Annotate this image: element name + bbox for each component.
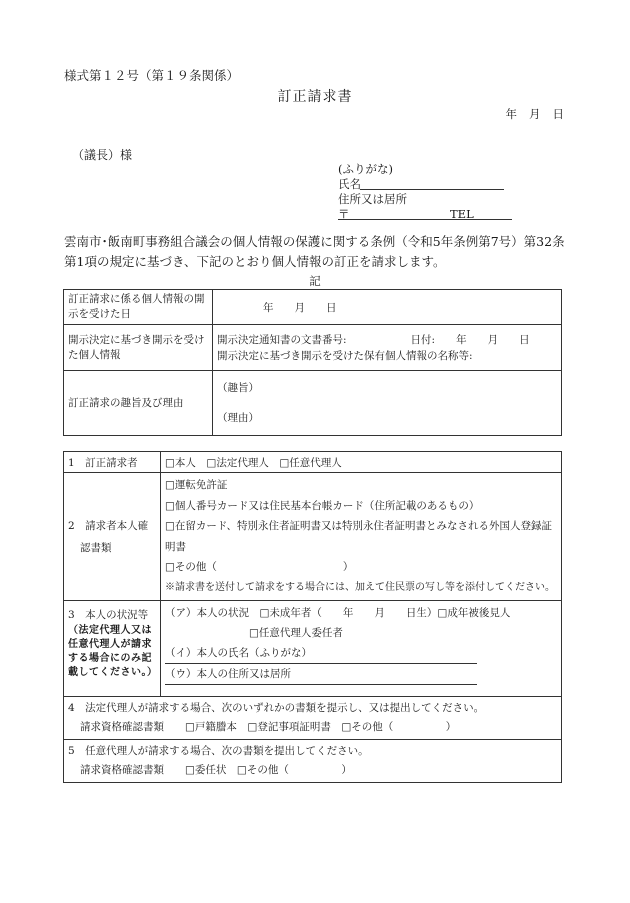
ki-heading: 記 [309, 274, 321, 288]
table-row [64, 697, 562, 740]
name-field[interactable] [360, 177, 504, 190]
disclosed-info-field[interactable] [213, 325, 562, 371]
voluntary-agent-docs[interactable]: 5 任意代理人が請求する場合、次の書類を提出してください。 請求資格確認書類 □委任状 □その他（ ） [64, 740, 562, 783]
page-title: 訂正請求書 [277, 89, 353, 105]
table-row [64, 371, 562, 436]
correction-reason-field[interactable] [213, 371, 562, 436]
addressee: （議長）様 [72, 148, 133, 162]
request-date [494, 106, 565, 122]
requester-options[interactable]: □本人 □法定代理人 □任意代理人 [161, 452, 562, 473]
table-row [64, 290, 562, 325]
date-day-label: 日 [552, 107, 564, 121]
furigana-row [338, 162, 407, 177]
option-residence-card[interactable]: □在留カード、特別永住者証明書又は特別永住者証明書とみなされる外国人登録証明書 [165, 520, 552, 553]
statement-line-2: 第1項の規定に基づき、下記のとおり個人情報の訂正を請求します。 [64, 254, 446, 269]
correction-reason-label: 訂正請求の趣旨及び理由 [64, 371, 213, 436]
person-status-label: 3 本人の状況等 （法定代理人又は任意代理人が請求する場合にのみ記載してください。） [64, 601, 161, 697]
table-row [64, 452, 562, 473]
status-option-delegate[interactable]: □任意代理人委任者 [249, 627, 343, 639]
reason-label: （理由） [217, 412, 259, 424]
date-month-label: 月 [529, 107, 541, 121]
id-document-options[interactable] [161, 473, 562, 601]
status-options[interactable]: （ア）本人の状況 □未成年者（ 年 月 日生）□成年被後見人 [165, 607, 511, 619]
address-field[interactable] [338, 207, 512, 220]
legal-agent-docs[interactable]: 4 法定代理人が請求する場合、次のいずれかの書類を提示し、又は提出してください。 請求資格確認書類 □戸籍謄本 □登記事項証明書 □その他（ ） [64, 697, 562, 740]
table-row [64, 473, 562, 601]
postal-label: 〒 [338, 207, 350, 221]
form-number: 様式第１２号（第１９条関係） [64, 68, 240, 83]
notice-number-line: 開示決定通知書の文書番号: 日付: 年 月 日 [217, 333, 530, 346]
address-label: 住所又は居所 [338, 192, 407, 206]
applicant-block [338, 162, 474, 222]
disclosure-date-field[interactable]: 年 月 日 [213, 290, 562, 325]
id-note: ※請求書を送付して請求をする場合には、加えて住民票の写し等を添付してください。 [165, 581, 555, 593]
name-label: 氏名 [338, 177, 361, 191]
option-mynumber[interactable]: □個人番号カード又は住民基本台帳カード（住所記載のあるもの） [165, 499, 480, 512]
request-statement [64, 232, 570, 272]
id-document-label: 2 請求者本人確 認書類 [64, 473, 161, 601]
furigana-label: (ふりがな) [338, 162, 393, 176]
date-year-label: 年 [505, 107, 517, 121]
table-row [64, 601, 562, 697]
disclosed-name-line: 開示決定に基づき開示を受けた保有個人情報の名称等: [217, 349, 473, 362]
name-row [338, 177, 407, 192]
option-other[interactable]: □その他（ ） [165, 561, 354, 573]
postal-row [338, 207, 474, 222]
principal-name-row[interactable]: （イ）本人の氏名（ふりがな） [165, 643, 557, 664]
table-row [64, 325, 562, 371]
option-license[interactable]: □運転免許証 [165, 479, 228, 491]
purpose-label: （趣旨） [217, 382, 259, 394]
requester-label: 1 訂正請求者 [64, 452, 161, 473]
disclosure-table [63, 289, 562, 436]
principal-address-row[interactable]: （ウ）本人の住所又は居所 [165, 664, 557, 685]
disclosed-info-label: 開示決定に基づき開示を受けた個人情報 [64, 325, 213, 371]
address-row [338, 192, 407, 207]
person-status-note: （法定代理人又は任意代理人が請求する場合にのみ記載してください。） [68, 625, 158, 678]
person-status-fields[interactable] [161, 601, 562, 697]
tel-label: TEL [450, 207, 474, 221]
disclosure-date-label: 訂正請求に係る個人情報の開示を受けた日 [64, 290, 213, 325]
table-row [64, 740, 562, 783]
requester-table [63, 451, 562, 783]
statement-line-1: 雲南市･飯南町事務組合議会の個人情報の保護に関する条例（令和5年条例第7号）第32条 [64, 234, 565, 249]
